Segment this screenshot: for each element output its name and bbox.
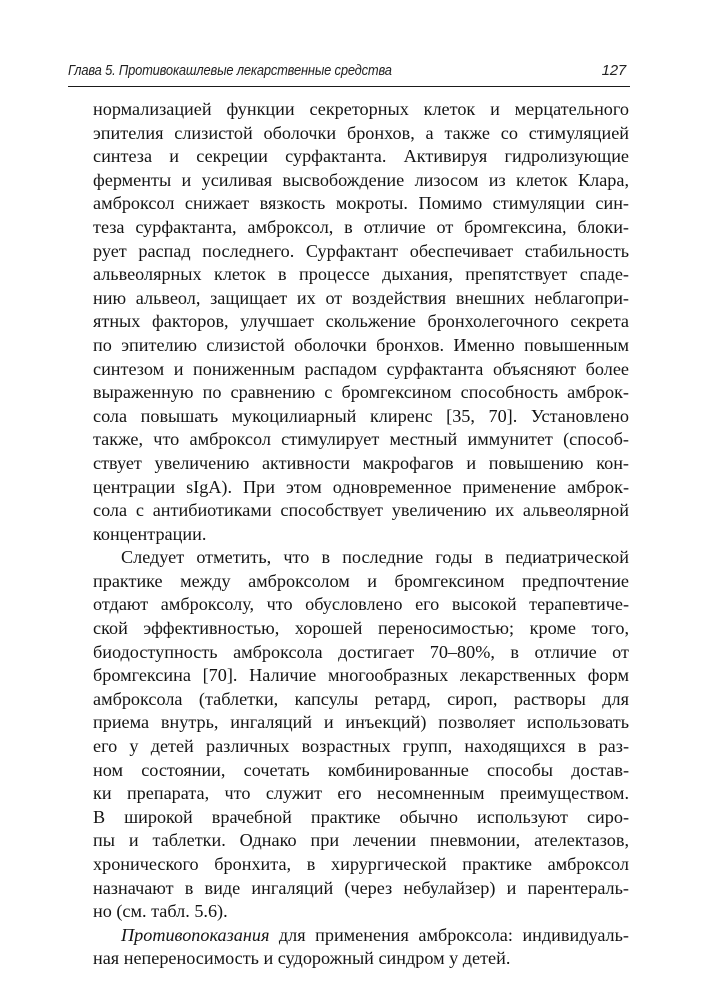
text-line: хронического бронхита, в хирургической практике амброксол xyxy=(93,854,629,874)
header-rule xyxy=(68,86,630,87)
text-line: пы и таблетки. Однако при лечении пневмонии, ателектазов, xyxy=(93,830,629,851)
text-line: амброксола (таблетки, капсулы ретард, сироп, растворы для xyxy=(93,688,629,709)
text-line: концентрации. xyxy=(93,523,207,544)
text-line: но (см. табл. 5.6). xyxy=(93,901,228,922)
text-line: также, что амброксол стимулирует местный иммунитет (способ- xyxy=(93,429,629,450)
running-head xyxy=(68,62,630,84)
paragraph-1 xyxy=(93,98,629,546)
text-line: ном состоянии, сочетать комбинированные способы достав- xyxy=(93,759,629,780)
text-line: бромгексина [70]. Наличие многообразных лекарственных форм xyxy=(93,665,629,686)
text-line: синтеза и секреции сурфактанта. Активируя гидролизующие xyxy=(93,146,629,167)
text-line: биодоступность амброксола достигает 70–80%, в отличие от xyxy=(93,641,629,662)
text-line: синтезом и пониженным распадом сурфактанта объясняют более xyxy=(93,358,629,379)
text-line: альвеолярных клеток в процессе дыхания, препятствует спаде- xyxy=(93,264,629,285)
text-line: ствует увеличению активности макрофагов и повышению кон- xyxy=(93,452,629,473)
page-number: 127 xyxy=(601,62,626,79)
text-line: по эпителию слизистой оболочки бронхов. Именно повышенным xyxy=(93,334,629,355)
text-line: ки препарата, что служит его несомненным преимуществом. xyxy=(93,783,629,804)
text-line: практике между амброксолом и бромгексином предпочтение xyxy=(93,570,629,591)
text-line: рует распад последнего. Сурфактант обеспечивает стабильность xyxy=(93,240,629,261)
text-line: В широкой врачебной практике обычно используют сиро- xyxy=(93,806,629,827)
chapter-title: Глава 5. Противокашлевые лекарственные средства xyxy=(68,62,392,79)
text-line: ятных факторов, улучшает скольжение бронхолегочного секрета xyxy=(93,311,629,332)
text-line: нормализацией функции секреторных клеток и мерцательного xyxy=(93,99,629,119)
text-line xyxy=(93,924,629,948)
text-line: приема внутрь, ингаляций и инъекций) позволяет использовать xyxy=(93,712,629,733)
text-line: сола повышать мукоцилиарный клиренс [35, 70]. Установлено xyxy=(93,405,629,426)
text-line: центрации sIgA). При этом одновременное применение амброк- xyxy=(93,476,629,497)
text-line: назначают в виде ингаляций (через небулайзер) и парентераль- xyxy=(93,877,629,898)
text-line: его у детей различных возрастных групп, находящихся в раз- xyxy=(93,736,629,757)
text-line: отдают амброксолу, что обусловлено его высокой терапевтиче- xyxy=(93,594,629,615)
text-line: нию альвеол, защищает их от воздействия внешних неблагопри- xyxy=(93,287,629,308)
italic-term: Противопоказания xyxy=(121,924,270,945)
text-line: эпителия слизистой оболочки бронхов, а также со стимуляцией xyxy=(93,122,629,143)
body-text xyxy=(93,98,629,971)
line-text: для применения амброксола: индивидуаль- xyxy=(269,924,629,945)
text-line: амброксол снижает вязкость мокроты. Помимо стимуляции син- xyxy=(93,193,629,214)
text-line: выраженную по сравнению с бромгексином способность амброк- xyxy=(93,382,629,403)
text-line: ской эффективностью, хорошей переносимостью; кроме того, xyxy=(93,618,629,639)
paragraph-3 xyxy=(93,924,629,971)
text-line: ферменты и усиливая высвобождение лизосом из клеток Клара, xyxy=(93,169,629,190)
text-line: теза сурфактанта, амброксол, в отличие от бромгексина, блоки- xyxy=(93,216,629,237)
text-line: сола с антибиотиками способствует увеличению их альвеолярной xyxy=(93,500,629,521)
text-line: ная непереносимость и судорожный синдром у детей. xyxy=(93,948,511,969)
paragraph-2 xyxy=(93,546,629,924)
text-line: Следует отметить, что в последние годы в педиатрической xyxy=(121,547,629,568)
